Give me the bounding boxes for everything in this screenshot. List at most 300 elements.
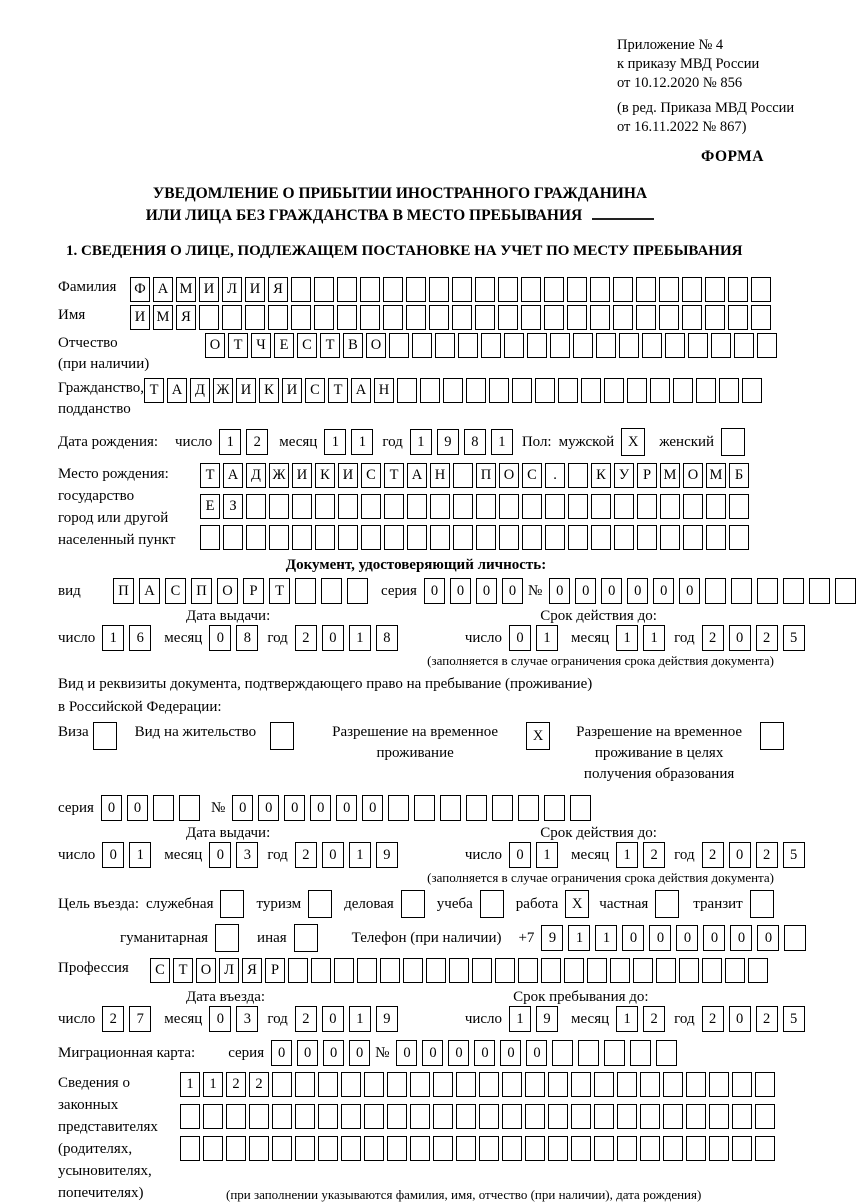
char-cell[interactable] — [659, 277, 679, 302]
char-cell[interactable]: 1 — [643, 625, 665, 651]
char-cell[interactable] — [578, 1040, 599, 1066]
char-cell[interactable] — [705, 305, 725, 330]
char-cell[interactable] — [610, 958, 630, 983]
char-cell[interactable]: 2 — [643, 1006, 665, 1032]
char-cell[interactable] — [453, 494, 473, 519]
char-cell[interactable] — [222, 305, 242, 330]
char-cell[interactable] — [525, 1072, 545, 1097]
char-cell[interactable] — [633, 958, 653, 983]
char-cell[interactable] — [709, 1136, 729, 1161]
char-cell[interactable] — [314, 277, 334, 302]
char-cell[interactable] — [433, 1104, 453, 1129]
char-cell[interactable] — [594, 1072, 614, 1097]
char-cell[interactable] — [420, 378, 440, 403]
char-cell[interactable]: 0 — [232, 795, 253, 821]
char-cell[interactable] — [246, 525, 266, 550]
char-cell[interactable] — [440, 795, 461, 821]
char-cell[interactable] — [291, 305, 311, 330]
char-cell[interactable]: П — [113, 578, 134, 604]
char-cell[interactable] — [573, 333, 593, 358]
char-cell[interactable]: 2 — [295, 625, 317, 651]
char-cell[interactable]: 2 — [102, 1006, 124, 1032]
char-cell[interactable] — [663, 1136, 683, 1161]
char-cell[interactable] — [475, 277, 495, 302]
char-cell[interactable] — [581, 378, 601, 403]
char-cell[interactable]: 9 — [376, 842, 398, 868]
char-cell[interactable] — [604, 1040, 625, 1066]
char-cell[interactable]: 8 — [376, 625, 398, 651]
char-cell[interactable]: 0 — [476, 578, 497, 604]
char-cell[interactable] — [499, 525, 519, 550]
char-cell[interactable] — [550, 333, 570, 358]
char-cell[interactable]: 0 — [209, 1006, 231, 1032]
char-cell[interactable]: 6 — [129, 625, 151, 651]
char-cell[interactable] — [757, 333, 777, 358]
char-cell[interactable]: О — [683, 463, 703, 488]
char-cell[interactable]: 0 — [284, 795, 305, 821]
char-cell[interactable] — [426, 958, 446, 983]
char-cell[interactable]: Л — [222, 277, 242, 302]
char-cell[interactable] — [568, 463, 588, 488]
char-cell[interactable]: А — [153, 277, 173, 302]
char-cell[interactable]: Ж — [269, 463, 289, 488]
char-cell[interactable]: 0 — [422, 1040, 443, 1066]
char-cell[interactable]: 0 — [349, 1040, 370, 1066]
char-cell[interactable]: 0 — [575, 578, 596, 604]
char-cell[interactable] — [706, 525, 726, 550]
char-cell[interactable] — [748, 958, 768, 983]
char-cell[interactable]: 0 — [679, 578, 700, 604]
char-cell[interactable] — [220, 890, 244, 918]
char-cell[interactable] — [683, 525, 703, 550]
char-cell[interactable]: 0 — [209, 625, 231, 651]
char-cell[interactable] — [640, 1136, 660, 1161]
char-cell[interactable] — [489, 378, 509, 403]
char-cell[interactable]: 0 — [362, 795, 383, 821]
char-cell[interactable] — [387, 1072, 407, 1097]
char-cell[interactable] — [656, 958, 676, 983]
char-cell[interactable] — [476, 494, 496, 519]
char-cell[interactable]: 1 — [410, 429, 432, 455]
char-cell[interactable]: С — [165, 578, 186, 604]
char-cell[interactable] — [590, 277, 610, 302]
char-cell[interactable]: 5 — [783, 625, 805, 651]
char-cell[interactable] — [498, 277, 518, 302]
char-cell[interactable]: 0 — [322, 842, 344, 868]
char-cell[interactable] — [728, 305, 748, 330]
char-cell[interactable] — [318, 1136, 338, 1161]
char-cell[interactable] — [594, 1136, 614, 1161]
char-cell[interactable]: О — [217, 578, 238, 604]
char-cell[interactable] — [384, 494, 404, 519]
char-cell[interactable]: Ч — [251, 333, 271, 358]
char-cell[interactable]: Р — [265, 958, 285, 983]
char-cell[interactable] — [568, 494, 588, 519]
char-cell[interactable] — [314, 305, 334, 330]
char-cell[interactable] — [203, 1104, 223, 1129]
char-cell[interactable] — [683, 494, 703, 519]
char-cell[interactable] — [660, 525, 680, 550]
char-cell[interactable]: Т — [328, 378, 348, 403]
char-cell[interactable]: 5 — [783, 842, 805, 868]
char-cell[interactable] — [525, 1104, 545, 1129]
char-cell[interactable] — [734, 333, 754, 358]
char-cell[interactable] — [709, 1072, 729, 1097]
char-cell[interactable]: 1 — [509, 1006, 531, 1032]
char-cell[interactable]: И — [236, 378, 256, 403]
char-cell[interactable] — [613, 277, 633, 302]
char-cell[interactable] — [272, 1136, 292, 1161]
char-cell[interactable] — [295, 1104, 315, 1129]
char-cell[interactable]: 0 — [323, 1040, 344, 1066]
char-cell[interactable] — [614, 525, 634, 550]
char-cell[interactable] — [249, 1104, 269, 1129]
char-cell[interactable]: С — [150, 958, 170, 983]
char-cell[interactable]: 7 — [129, 1006, 151, 1032]
char-cell[interactable] — [650, 378, 670, 403]
char-cell[interactable] — [655, 890, 679, 918]
char-cell[interactable] — [705, 578, 726, 604]
char-cell[interactable] — [481, 333, 501, 358]
char-cell[interactable] — [337, 277, 357, 302]
char-cell[interactable]: 3 — [236, 1006, 258, 1032]
char-cell[interactable] — [203, 1136, 223, 1161]
char-cell[interactable] — [456, 1072, 476, 1097]
char-cell[interactable]: 0 — [500, 1040, 521, 1066]
char-cell[interactable]: И — [130, 305, 150, 330]
char-cell[interactable]: М — [176, 277, 196, 302]
char-cell[interactable] — [270, 722, 294, 750]
char-cell[interactable] — [548, 1136, 568, 1161]
char-cell[interactable]: В — [343, 333, 363, 358]
char-cell[interactable] — [522, 525, 542, 550]
char-cell[interactable]: М — [660, 463, 680, 488]
char-cell[interactable]: 1 — [351, 429, 373, 455]
char-cell[interactable] — [476, 525, 496, 550]
char-cell[interactable] — [636, 305, 656, 330]
char-cell[interactable] — [410, 1104, 430, 1129]
char-cell[interactable] — [292, 525, 312, 550]
char-cell[interactable] — [475, 305, 495, 330]
char-cell[interactable]: О — [196, 958, 216, 983]
char-cell[interactable]: З — [223, 494, 243, 519]
char-cell[interactable]: 0 — [549, 578, 570, 604]
char-cell[interactable] — [456, 1136, 476, 1161]
char-cell[interactable] — [682, 305, 702, 330]
char-cell[interactable] — [383, 277, 403, 302]
char-cell[interactable] — [458, 333, 478, 358]
char-cell[interactable] — [686, 1136, 706, 1161]
char-cell[interactable]: Д — [190, 378, 210, 403]
char-cell[interactable]: О — [205, 333, 225, 358]
char-cell[interactable] — [522, 494, 542, 519]
char-cell[interactable]: И — [338, 463, 358, 488]
char-cell[interactable] — [591, 494, 611, 519]
char-cell[interactable] — [429, 305, 449, 330]
char-cell[interactable] — [407, 494, 427, 519]
char-cell[interactable] — [590, 305, 610, 330]
char-cell[interactable] — [545, 525, 565, 550]
char-cell[interactable]: 2 — [249, 1072, 269, 1097]
char-cell[interactable] — [567, 277, 587, 302]
char-cell[interactable]: А — [407, 463, 427, 488]
char-cell[interactable] — [518, 795, 539, 821]
char-cell[interactable] — [504, 333, 524, 358]
char-cell[interactable]: 0 — [601, 578, 622, 604]
char-cell[interactable] — [755, 1072, 775, 1097]
char-cell[interactable] — [571, 1104, 591, 1129]
char-cell[interactable]: 1 — [616, 842, 638, 868]
char-cell[interactable] — [502, 1072, 522, 1097]
char-cell[interactable] — [93, 722, 117, 750]
char-cell[interactable] — [453, 525, 473, 550]
char-cell[interactable]: 0 — [322, 1006, 344, 1032]
char-cell[interactable]: У — [614, 463, 634, 488]
char-cell[interactable] — [397, 378, 417, 403]
char-cell[interactable]: 1 — [536, 625, 558, 651]
char-cell[interactable] — [466, 378, 486, 403]
char-cell[interactable] — [215, 924, 239, 952]
char-cell[interactable]: 0 — [502, 578, 523, 604]
char-cell[interactable] — [732, 1072, 752, 1097]
char-cell[interactable]: М — [706, 463, 726, 488]
char-cell[interactable] — [686, 1104, 706, 1129]
char-cell[interactable] — [679, 958, 699, 983]
char-cell[interactable]: Т — [269, 578, 290, 604]
char-cell[interactable] — [315, 494, 335, 519]
char-cell[interactable] — [673, 378, 693, 403]
char-cell[interactable]: И — [292, 463, 312, 488]
char-cell[interactable]: Ж — [213, 378, 233, 403]
char-cell[interactable] — [453, 463, 473, 488]
char-cell[interactable]: 9 — [376, 1006, 398, 1032]
char-cell[interactable] — [249, 1136, 269, 1161]
char-cell[interactable] — [571, 1136, 591, 1161]
char-cell[interactable]: 1 — [203, 1072, 223, 1097]
char-cell[interactable] — [272, 1072, 292, 1097]
char-cell[interactable] — [492, 795, 513, 821]
char-cell[interactable] — [388, 795, 409, 821]
char-cell[interactable]: П — [476, 463, 496, 488]
char-cell[interactable]: И — [282, 378, 302, 403]
char-cell[interactable] — [750, 890, 774, 918]
char-cell[interactable]: 9 — [541, 925, 563, 951]
char-cell[interactable] — [364, 1136, 384, 1161]
char-cell[interactable] — [430, 525, 450, 550]
char-cell[interactable] — [479, 1072, 499, 1097]
char-cell[interactable]: 2 — [246, 429, 268, 455]
char-cell[interactable]: 1 — [129, 842, 151, 868]
char-cell[interactable]: 0 — [322, 625, 344, 651]
char-cell[interactable]: Ф — [130, 277, 150, 302]
char-cell[interactable]: К — [591, 463, 611, 488]
char-cell[interactable] — [663, 1104, 683, 1129]
char-cell[interactable] — [706, 494, 726, 519]
char-cell[interactable] — [480, 890, 504, 918]
char-cell[interactable] — [552, 1040, 573, 1066]
char-cell[interactable] — [318, 1104, 338, 1129]
char-cell[interactable] — [663, 1072, 683, 1097]
char-cell[interactable]: 0 — [127, 795, 148, 821]
char-cell[interactable] — [347, 578, 368, 604]
char-cell[interactable] — [544, 305, 564, 330]
char-cell[interactable]: 1 — [568, 925, 590, 951]
char-cell[interactable]: 1 — [595, 925, 617, 951]
char-cell[interactable]: Н — [430, 463, 450, 488]
char-cell[interactable]: С — [305, 378, 325, 403]
char-cell[interactable] — [760, 722, 784, 750]
char-cell[interactable]: Е — [200, 494, 220, 519]
char-cell[interactable] — [315, 525, 335, 550]
char-cell[interactable] — [567, 305, 587, 330]
char-cell[interactable] — [406, 305, 426, 330]
char-cell[interactable]: Р — [637, 463, 657, 488]
char-cell[interactable] — [521, 277, 541, 302]
char-cell[interactable] — [525, 1136, 545, 1161]
char-cell[interactable] — [732, 1136, 752, 1161]
char-cell[interactable] — [361, 525, 381, 550]
char-cell[interactable]: Т — [228, 333, 248, 358]
char-cell[interactable] — [383, 305, 403, 330]
char-cell[interactable] — [570, 795, 591, 821]
char-cell[interactable]: 0 — [258, 795, 279, 821]
char-cell[interactable]: О — [499, 463, 519, 488]
char-cell[interactable]: 1 — [491, 429, 513, 455]
char-cell[interactable]: 0 — [703, 925, 725, 951]
char-cell[interactable]: 0 — [509, 625, 531, 651]
char-cell[interactable] — [498, 305, 518, 330]
char-cell[interactable] — [334, 958, 354, 983]
char-cell[interactable]: П — [191, 578, 212, 604]
char-cell[interactable] — [223, 525, 243, 550]
char-cell[interactable] — [495, 958, 515, 983]
char-cell[interactable] — [338, 494, 358, 519]
char-cell[interactable] — [269, 494, 289, 519]
char-cell[interactable] — [389, 333, 409, 358]
char-cell[interactable] — [564, 958, 584, 983]
char-cell[interactable]: Т — [320, 333, 340, 358]
char-cell[interactable] — [729, 525, 749, 550]
char-cell[interactable]: 1 — [324, 429, 346, 455]
char-cell[interactable]: А — [351, 378, 371, 403]
char-cell[interactable]: М — [153, 305, 173, 330]
char-cell[interactable]: 1 — [616, 1006, 638, 1032]
char-cell[interactable] — [410, 1136, 430, 1161]
char-cell[interactable]: А — [167, 378, 187, 403]
char-cell[interactable]: С — [297, 333, 317, 358]
char-cell[interactable] — [200, 525, 220, 550]
char-cell[interactable] — [613, 305, 633, 330]
char-cell[interactable]: 0 — [396, 1040, 417, 1066]
char-cell[interactable] — [545, 494, 565, 519]
char-cell[interactable]: X — [565, 890, 589, 918]
char-cell[interactable] — [594, 1104, 614, 1129]
char-cell[interactable] — [696, 378, 716, 403]
char-cell[interactable]: 1 — [349, 1006, 371, 1032]
char-cell[interactable] — [246, 494, 266, 519]
char-cell[interactable] — [226, 1104, 246, 1129]
char-cell[interactable] — [272, 1104, 292, 1129]
char-cell[interactable]: О — [366, 333, 386, 358]
char-cell[interactable]: Д — [246, 463, 266, 488]
char-cell[interactable]: 0 — [757, 925, 779, 951]
char-cell[interactable] — [479, 1104, 499, 1129]
char-cell[interactable] — [755, 1104, 775, 1129]
char-cell[interactable] — [401, 890, 425, 918]
char-cell[interactable]: 1 — [102, 625, 124, 651]
char-cell[interactable] — [407, 525, 427, 550]
char-cell[interactable] — [719, 378, 739, 403]
char-cell[interactable] — [361, 494, 381, 519]
char-cell[interactable] — [180, 1104, 200, 1129]
char-cell[interactable] — [541, 958, 561, 983]
char-cell[interactable] — [433, 1072, 453, 1097]
char-cell[interactable] — [321, 578, 342, 604]
char-cell[interactable] — [410, 1072, 430, 1097]
char-cell[interactable] — [527, 333, 547, 358]
char-cell[interactable] — [472, 958, 492, 983]
char-cell[interactable]: С — [361, 463, 381, 488]
char-cell[interactable] — [709, 1104, 729, 1129]
char-cell[interactable]: Е — [274, 333, 294, 358]
char-cell[interactable]: 0 — [271, 1040, 292, 1066]
char-cell[interactable] — [627, 378, 647, 403]
char-cell[interactable]: 5 — [783, 1006, 805, 1032]
char-cell[interactable] — [406, 277, 426, 302]
char-cell[interactable]: Я — [176, 305, 196, 330]
char-cell[interactable] — [809, 578, 830, 604]
char-cell[interactable] — [295, 578, 316, 604]
char-cell[interactable] — [452, 305, 472, 330]
char-cell[interactable]: 1 — [616, 625, 638, 651]
char-cell[interactable] — [518, 958, 538, 983]
char-cell[interactable]: 1 — [536, 842, 558, 868]
char-cell[interactable] — [452, 277, 472, 302]
char-cell[interactable] — [729, 494, 749, 519]
char-cell[interactable]: К — [259, 378, 279, 403]
char-cell[interactable] — [755, 1136, 775, 1161]
char-cell[interactable]: Т — [384, 463, 404, 488]
char-cell[interactable] — [587, 958, 607, 983]
char-cell[interactable] — [357, 958, 377, 983]
char-cell[interactable] — [751, 277, 771, 302]
char-cell[interactable]: 9 — [536, 1006, 558, 1032]
char-cell[interactable] — [479, 1136, 499, 1161]
char-cell[interactable] — [360, 305, 380, 330]
char-cell[interactable] — [732, 1104, 752, 1129]
char-cell[interactable]: 1 — [219, 429, 241, 455]
char-cell[interactable] — [688, 333, 708, 358]
char-cell[interactable] — [466, 795, 487, 821]
char-cell[interactable] — [443, 378, 463, 403]
char-cell[interactable] — [731, 578, 752, 604]
char-cell[interactable] — [292, 494, 312, 519]
char-cell[interactable] — [341, 1136, 361, 1161]
char-cell[interactable] — [295, 1072, 315, 1097]
char-cell[interactable] — [318, 1072, 338, 1097]
char-cell[interactable]: X — [526, 722, 550, 750]
char-cell[interactable]: Т — [173, 958, 193, 983]
char-cell[interactable]: Л — [219, 958, 239, 983]
char-cell[interactable] — [630, 1040, 651, 1066]
char-cell[interactable]: 0 — [730, 925, 752, 951]
char-cell[interactable] — [502, 1136, 522, 1161]
char-cell[interactable] — [364, 1104, 384, 1129]
char-cell[interactable] — [311, 958, 331, 983]
char-cell[interactable] — [294, 924, 318, 952]
char-cell[interactable] — [341, 1072, 361, 1097]
char-cell[interactable] — [430, 494, 450, 519]
